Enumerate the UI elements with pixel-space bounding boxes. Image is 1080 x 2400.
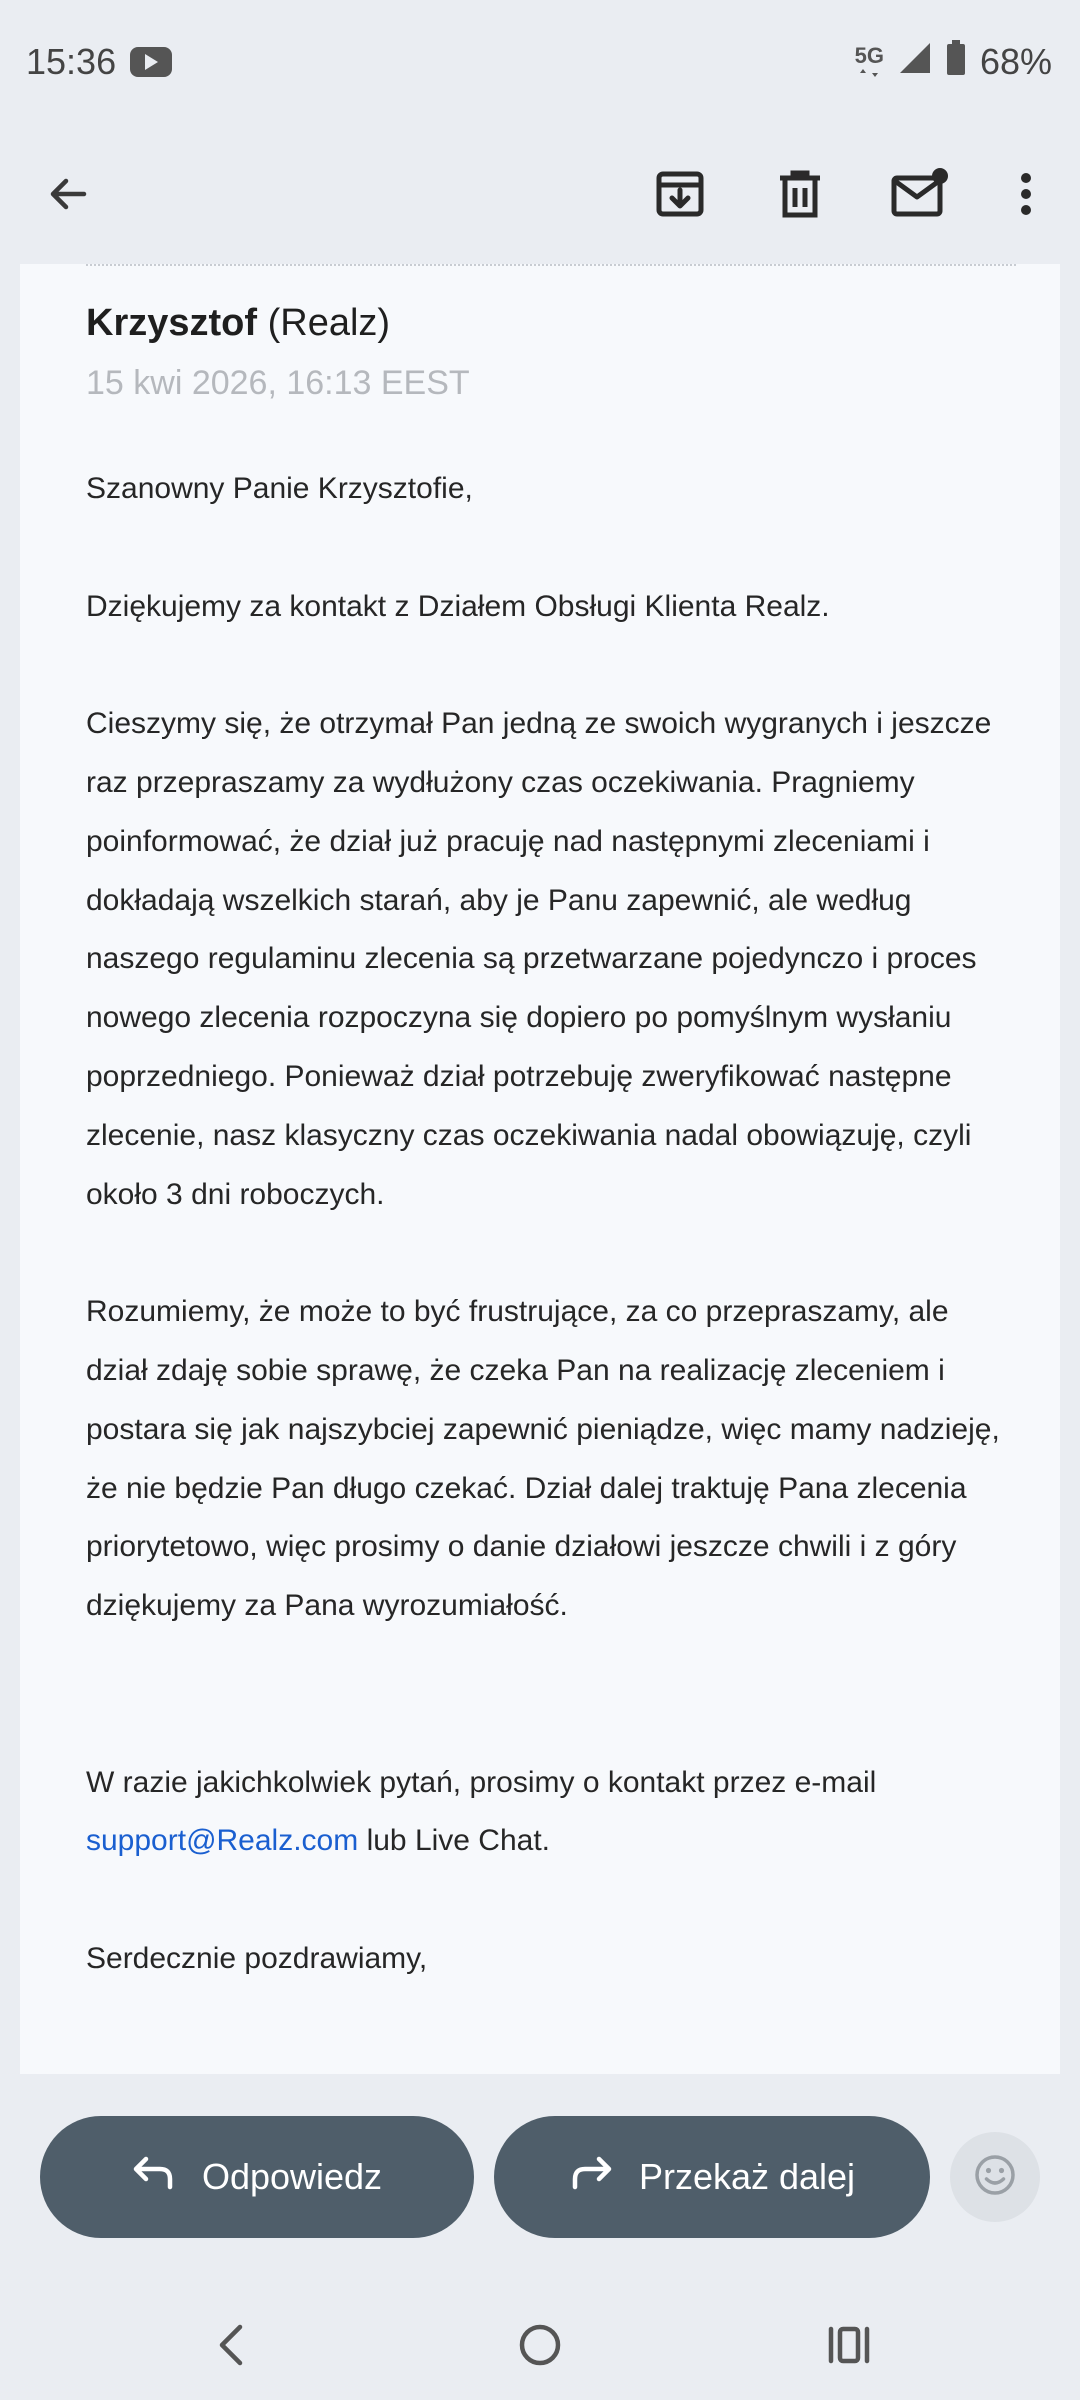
back-arrow-icon[interactable] (32, 158, 104, 230)
status-time: 15:36 (26, 41, 117, 82)
email-body (86, 460, 1006, 1989)
reply-icon (132, 2155, 176, 2200)
status-left (26, 41, 172, 83)
paragraph-2: Cieszymy się, że otrzymał Pan jedną ze swoich wygranych i jeszcze raz przepraszamy za wydłużony czas oczekiwania. Pragniemy poinformować, że dział już pracuję nad następnymi zleceniami i dokładają wszelkich starań, aby je Panu zapewnić, ale według naszego regulaminu zlecenia są przetwarzane pojedynczo i proces nowego zlecenia rozpoczyna się dopiero po pomyślnym wysłaniu poprzedniego. Ponieważ dział potrzebuję zweryfikować następne zlecenie, nasz klasyczny czas oczekiwania nadal obowiązuję, czyli około 3 dni roboczych. (86, 707, 992, 1211)
forward-icon (569, 2155, 613, 2200)
support-email-link[interactable]: support@Realz.com (86, 1824, 359, 1858)
more-vert-icon[interactable] (990, 158, 1062, 230)
battery-icon (946, 40, 966, 85)
signal-icon (898, 41, 932, 84)
paragraph-3: Rozumiemy, że może to być frustrujące, za co przepraszamy, ale dział zdaję sobie sprawę, że czeka Pan na realizację zleceniem i postara się jak najszybciej zapewnić pieniądze, więc mamy nadzieję, że nie będzie Pan długo czekać. Dział dalej traktuję Pana zlecenia priorytetowo, więc prosimy o danie działowi jeszcze chwili i z góry dziękujemy za Pana wyrozumiałość. (86, 1295, 1000, 1623)
battery-percent: 68% (979, 41, 1052, 82)
forward-button[interactable] (494, 2116, 930, 2238)
email-card (20, 264, 1060, 2074)
youtube-notification-icon (130, 47, 172, 77)
archive-icon[interactable] (644, 158, 716, 230)
nav-home-icon[interactable] (505, 2310, 575, 2380)
delete-icon[interactable] (764, 158, 836, 230)
mark-unread-icon[interactable] (884, 158, 956, 230)
sender[interactable] (86, 302, 390, 345)
network-label: 5G (854, 43, 884, 68)
sender-org: (Realz) (267, 302, 391, 344)
email-date: 15 kwi 2026, 16:13 EEST (86, 364, 470, 402)
status-bar (0, 0, 1080, 124)
nav-back-icon[interactable] (196, 2310, 266, 2380)
network-5g-icon (855, 45, 884, 79)
forward-label: Przekaż dalej (638, 2156, 856, 2197)
reply-label: Odpowiedz (201, 2156, 383, 2197)
system-navigation-bar (0, 2290, 1080, 2400)
status-right (855, 40, 1052, 85)
email-toolbar (0, 124, 1080, 264)
paragraph-4 (86, 1754, 1006, 1872)
emoji-reaction-button[interactable] (950, 2132, 1040, 2222)
paragraph-1: Dziękujemy za kontakt z Działem Obsługi Klienta Realz. (86, 589, 830, 623)
smiley-icon (974, 2154, 1016, 2201)
contact-text: W razie jakichkolwiek pytań, prosimy o kontakt przez e-mail (86, 1765, 877, 1799)
message-divider (86, 264, 1016, 266)
greeting: Szanowny Panie Krzysztofie, (86, 472, 473, 505)
nav-recents-icon[interactable] (814, 2310, 884, 2380)
contact-text-after: lub Live Chat. (358, 1824, 551, 1858)
sender-name: Krzysztof (86, 302, 258, 344)
closing: Serdecznie pozdrawiamy, (86, 1941, 428, 1975)
reply-button[interactable] (40, 2116, 474, 2238)
